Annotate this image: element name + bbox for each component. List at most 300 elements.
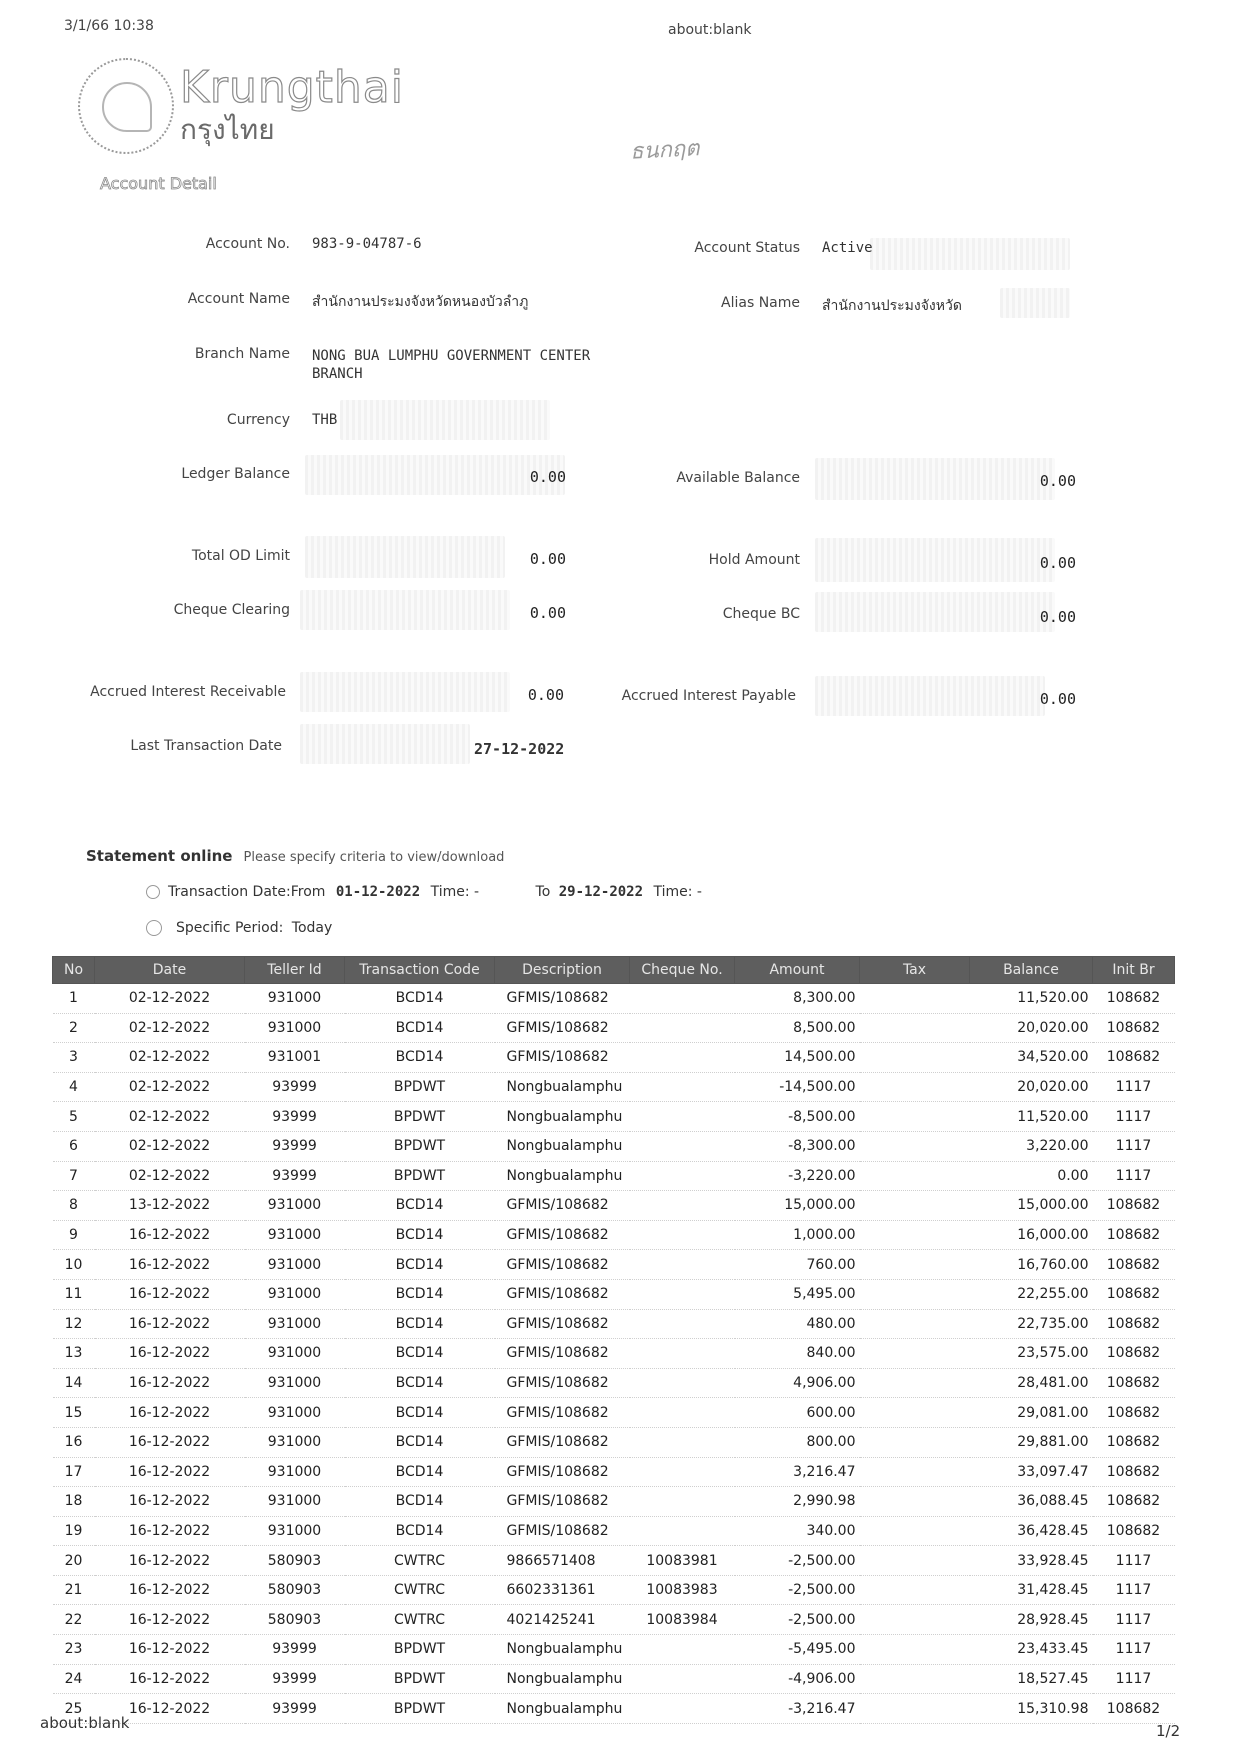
cell-teller-id: 931000 xyxy=(245,1279,345,1309)
cell-balance: 20,020.00 xyxy=(970,1072,1093,1102)
branch-name-line1: NONG BUA LUMPHU GOVERNMENT CENTER xyxy=(312,348,591,364)
cell-date: 02-12-2022 xyxy=(95,1102,245,1132)
cell-balance: 34,520.00 xyxy=(970,1043,1093,1073)
table-row xyxy=(53,1220,1175,1250)
cell-tax xyxy=(860,1516,970,1546)
cell-teller-id: 93999 xyxy=(245,1102,345,1132)
cell-date: 02-12-2022 xyxy=(95,1043,245,1073)
cell-teller-id: 931001 xyxy=(245,1043,345,1073)
cell-description: GFMIS/108682 xyxy=(495,1250,630,1280)
cell-description: Nongbualamphu xyxy=(495,1635,630,1665)
cheque-clearing-value: 0.00 xyxy=(529,604,566,622)
cell-date: 16-12-2022 xyxy=(95,1664,245,1694)
cell-description: GFMIS/108682 xyxy=(495,1309,630,1339)
cell-description: Nongbualamphu xyxy=(495,1161,630,1191)
cell-balance: 28,481.00 xyxy=(970,1368,1093,1398)
to-date-value: 29-12-2022 xyxy=(558,884,644,900)
cell-transaction-code: BPDWT xyxy=(345,1161,495,1191)
cell-description: GFMIS/108682 xyxy=(495,1398,630,1428)
table-row xyxy=(53,1635,1175,1665)
cell-description: GFMIS/108682 xyxy=(495,1279,630,1309)
cell-teller-id: 931000 xyxy=(245,1427,345,1457)
cell-balance: 16,760.00 xyxy=(970,1250,1093,1280)
cell-init-br: 1117 xyxy=(1093,1664,1175,1694)
accrued-interest-payable-label: Accrued Interest Payable xyxy=(621,688,796,704)
cell-teller-id: 93999 xyxy=(245,1664,345,1694)
cell-no: 17 xyxy=(53,1457,95,1487)
cell-transaction-code: BPDWT xyxy=(345,1131,495,1161)
footer-url: about:blank xyxy=(40,1714,130,1732)
from-date-value: 01-12-2022 xyxy=(335,884,421,900)
accrued-interest-receivable-label: Accrued Interest Receivable xyxy=(90,684,286,700)
cell-balance: 16,000.00 xyxy=(970,1220,1093,1250)
cell-transaction-code: BCD14 xyxy=(345,1339,495,1369)
cell-teller-id: 931000 xyxy=(245,1339,345,1369)
hold-amount-value: 0.00 xyxy=(1039,554,1076,572)
cell-teller-id: 931000 xyxy=(245,1487,345,1517)
cell-balance: 15,310.98 xyxy=(970,1694,1093,1724)
cell-no: 21 xyxy=(53,1575,95,1605)
cell-tax xyxy=(860,1191,970,1221)
cell-date: 16-12-2022 xyxy=(95,1487,245,1517)
cell-no: 8 xyxy=(53,1191,95,1221)
cell-tax xyxy=(860,1013,970,1043)
cell-no: 16 xyxy=(53,1427,95,1457)
cell-init-br: 1117 xyxy=(1093,1072,1175,1102)
cell-teller-id: 931000 xyxy=(245,1220,345,1250)
cell-init-br: 108682 xyxy=(1093,1191,1175,1221)
cell-balance: 11,520.00 xyxy=(970,984,1093,1014)
cell-init-br: 108682 xyxy=(1093,1220,1175,1250)
cell-no: 5 xyxy=(53,1102,95,1132)
cell-cheque-no xyxy=(630,1191,735,1221)
cell-amount: 2,990.98 xyxy=(735,1487,860,1517)
cell-teller-id: 931000 xyxy=(245,1191,345,1221)
cell-amount: -3,216.47 xyxy=(735,1694,860,1724)
col-tax: Tax xyxy=(860,957,970,984)
cell-init-br: 108682 xyxy=(1093,1279,1175,1309)
cell-transaction-code: BPDWT xyxy=(345,1664,495,1694)
account-name-value: สำนักงานประมงจังหวัดหนองบัวลำภู xyxy=(312,294,529,310)
cell-description: GFMIS/108682 xyxy=(495,1220,630,1250)
cell-cheque-no xyxy=(630,1487,735,1517)
cell-tax xyxy=(860,1487,970,1517)
cell-cheque-no xyxy=(630,1368,735,1398)
cell-teller-id: 93999 xyxy=(245,1635,345,1665)
cell-cheque-no: 10083984 xyxy=(630,1605,735,1635)
cell-init-br: 1117 xyxy=(1093,1102,1175,1132)
cell-teller-id: 93999 xyxy=(245,1072,345,1102)
cell-transaction-code: BCD14 xyxy=(345,1457,495,1487)
cell-tax xyxy=(860,1279,970,1309)
cell-init-br: 108682 xyxy=(1093,1398,1175,1428)
table-row xyxy=(53,1161,1175,1191)
cell-amount: 600.00 xyxy=(735,1398,860,1428)
cell-cheque-no xyxy=(630,1279,735,1309)
cell-amount: 760.00 xyxy=(735,1250,860,1280)
redaction xyxy=(870,238,1070,270)
cell-teller-id: 580903 xyxy=(245,1605,345,1635)
cell-no: 3 xyxy=(53,1043,95,1073)
cell-cheque-no xyxy=(630,1220,735,1250)
account-no-value: 983-9-04787-6 xyxy=(312,236,422,252)
cell-amount: 800.00 xyxy=(735,1427,860,1457)
cell-date: 02-12-2022 xyxy=(95,984,245,1014)
cell-transaction-code: BCD14 xyxy=(345,1487,495,1517)
branch-name-label: Branch Name xyxy=(194,346,290,362)
cell-init-br: 108682 xyxy=(1093,1487,1175,1517)
cell-amount: 480.00 xyxy=(735,1309,860,1339)
table-row xyxy=(53,1664,1175,1694)
cell-date: 16-12-2022 xyxy=(95,1575,245,1605)
cell-tax xyxy=(860,1043,970,1073)
table-row xyxy=(53,1546,1175,1576)
cell-amount: -3,220.00 xyxy=(735,1161,860,1191)
cell-description: GFMIS/108682 xyxy=(495,1487,630,1517)
cell-balance: 28,928.45 xyxy=(970,1605,1093,1635)
branch-name-line2: BRANCH xyxy=(312,366,363,382)
cell-cheque-no xyxy=(630,984,735,1014)
account-status-label: Account Status xyxy=(694,240,800,256)
cell-description: Nongbualamphu xyxy=(495,1664,630,1694)
table-row xyxy=(53,1072,1175,1102)
cell-description: GFMIS/108682 xyxy=(495,1339,630,1369)
cell-tax xyxy=(860,1250,970,1280)
cell-transaction-code: BPDWT xyxy=(345,1072,495,1102)
redaction xyxy=(305,536,505,578)
cell-no: 11 xyxy=(53,1279,95,1309)
table-row xyxy=(53,1398,1175,1428)
ledger-balance-label: Ledger Balance xyxy=(181,466,290,482)
cell-no: 14 xyxy=(53,1368,95,1398)
cell-init-br: 1117 xyxy=(1093,1131,1175,1161)
cell-balance: 20,020.00 xyxy=(970,1013,1093,1043)
cell-no: 1 xyxy=(53,984,95,1014)
cell-date: 16-12-2022 xyxy=(95,1694,245,1724)
cell-amount: -8,500.00 xyxy=(735,1102,860,1132)
cell-tax xyxy=(860,1220,970,1250)
account-no-label: Account No. xyxy=(205,236,290,252)
cell-amount: -4,906.00 xyxy=(735,1664,860,1694)
alias-name-label: Alias Name xyxy=(721,295,800,311)
cell-cheque-no xyxy=(630,1043,735,1073)
cell-amount: -2,500.00 xyxy=(735,1546,860,1576)
cell-description: Nongbualamphu xyxy=(495,1131,630,1161)
cell-tax xyxy=(860,1398,970,1428)
table-header-row xyxy=(53,957,1175,984)
print-datetime: 3/1/66 10:38 xyxy=(64,18,154,34)
cell-date: 02-12-2022 xyxy=(95,1013,245,1043)
redaction xyxy=(1000,288,1070,318)
cell-date: 16-12-2022 xyxy=(95,1546,245,1576)
table-row xyxy=(53,1043,1175,1073)
cell-init-br: 108682 xyxy=(1093,1694,1175,1724)
table-row xyxy=(53,1131,1175,1161)
specific-period-label: Specific Period: xyxy=(176,920,284,936)
redaction xyxy=(300,672,510,712)
cell-amount: -8,300.00 xyxy=(735,1131,860,1161)
cell-init-br: 1117 xyxy=(1093,1546,1175,1576)
cell-no: 19 xyxy=(53,1516,95,1546)
cell-description: 6602331361 xyxy=(495,1575,630,1605)
cell-cheque-no xyxy=(630,1072,735,1102)
cell-cheque-no xyxy=(630,1664,735,1694)
cell-date: 16-12-2022 xyxy=(95,1635,245,1665)
cell-balance: 29,881.00 xyxy=(970,1427,1093,1457)
cell-balance: 36,428.45 xyxy=(970,1516,1093,1546)
cell-teller-id: 931000 xyxy=(245,1013,345,1043)
cell-no: 6 xyxy=(53,1131,95,1161)
cell-transaction-code: BCD14 xyxy=(345,1309,495,1339)
table-row xyxy=(53,1279,1175,1309)
table-row xyxy=(53,1102,1175,1132)
cell-balance: 15,000.00 xyxy=(970,1191,1093,1221)
page-number: 1/2 xyxy=(1156,1722,1181,1740)
cell-tax xyxy=(860,1635,970,1665)
cell-no: 23 xyxy=(53,1635,95,1665)
cell-transaction-code: BCD14 xyxy=(345,1250,495,1280)
cell-tax xyxy=(860,1664,970,1694)
cell-date: 16-12-2022 xyxy=(95,1398,245,1428)
cell-date: 16-12-2022 xyxy=(95,1457,245,1487)
col-init-br: Init Br xyxy=(1093,957,1175,984)
cell-description: 4021425241 xyxy=(495,1605,630,1635)
cell-date: 02-12-2022 xyxy=(95,1161,245,1191)
cell-description: GFMIS/108682 xyxy=(495,1043,630,1073)
cell-cheque-no xyxy=(630,1427,735,1457)
cell-cheque-no xyxy=(630,1102,735,1132)
cell-teller-id: 931000 xyxy=(245,1398,345,1428)
cell-balance: 23,433.45 xyxy=(970,1635,1093,1665)
cell-tax xyxy=(860,1427,970,1457)
cell-init-br: 1117 xyxy=(1093,1605,1175,1635)
handwritten-note: ธนกฤต xyxy=(629,136,701,165)
col-no: No xyxy=(53,957,95,984)
cell-cheque-no xyxy=(630,1309,735,1339)
cell-transaction-code: BCD14 xyxy=(345,1368,495,1398)
cell-teller-id: 93999 xyxy=(245,1131,345,1161)
table-row xyxy=(53,1694,1175,1724)
cell-amount: 14,500.00 xyxy=(735,1043,860,1073)
cell-tax xyxy=(860,1694,970,1724)
cell-cheque-no xyxy=(630,1250,735,1280)
cell-no: 15 xyxy=(53,1398,95,1428)
cell-description: GFMIS/108682 xyxy=(495,1191,630,1221)
cell-init-br: 1117 xyxy=(1093,1635,1175,1665)
statement-header xyxy=(86,846,504,865)
cell-amount: -2,500.00 xyxy=(735,1605,860,1635)
col-transaction-code: Transaction Code xyxy=(345,957,495,984)
account-status-value: Active xyxy=(822,240,873,256)
cell-balance: 29,081.00 xyxy=(970,1398,1093,1428)
cell-transaction-code: BCD14 xyxy=(345,1043,495,1073)
print-url: about:blank xyxy=(668,22,752,38)
cell-transaction-code: BCD14 xyxy=(345,1398,495,1428)
cell-date: 16-12-2022 xyxy=(95,1339,245,1369)
table-row xyxy=(53,1368,1175,1398)
cell-balance: 33,097.47 xyxy=(970,1457,1093,1487)
cheque-bc-label: Cheque BC xyxy=(722,606,800,622)
cell-amount: 1,000.00 xyxy=(735,1220,860,1250)
cell-tax xyxy=(860,1546,970,1576)
cell-balance: 22,735.00 xyxy=(970,1309,1093,1339)
cell-cheque-no xyxy=(630,1339,735,1369)
cell-transaction-code: CWTRC xyxy=(345,1546,495,1576)
cell-transaction-code: BPDWT xyxy=(345,1694,495,1724)
cell-init-br: 108682 xyxy=(1093,1427,1175,1457)
cell-teller-id: 931000 xyxy=(245,1516,345,1546)
last-transaction-date-value: 27-12-2022 xyxy=(474,740,565,758)
cell-date: 13-12-2022 xyxy=(95,1191,245,1221)
transaction-date-criteria xyxy=(146,884,702,900)
cell-balance: 36,088.45 xyxy=(970,1487,1093,1517)
cell-cheque-no xyxy=(630,1013,735,1043)
cell-transaction-code: CWTRC xyxy=(345,1605,495,1635)
redaction xyxy=(300,590,510,630)
cell-description: Nongbualamphu xyxy=(495,1072,630,1102)
table-row xyxy=(53,1013,1175,1043)
cell-transaction-code: BCD14 xyxy=(345,1220,495,1250)
cell-no: 7 xyxy=(53,1161,95,1191)
cell-tax xyxy=(860,1102,970,1132)
cell-teller-id: 931000 xyxy=(245,984,345,1014)
col-cheque-no: Cheque No. xyxy=(630,957,735,984)
total-od-limit-value: 0.00 xyxy=(529,550,566,568)
krungthai-logo-icon xyxy=(78,58,174,154)
cell-transaction-code: BCD14 xyxy=(345,984,495,1014)
cell-no: 13 xyxy=(53,1339,95,1369)
cell-no: 20 xyxy=(53,1546,95,1576)
cell-cheque-no xyxy=(630,1694,735,1724)
cell-cheque-no xyxy=(630,1398,735,1428)
cell-tax xyxy=(860,1309,970,1339)
cell-description: GFMIS/108682 xyxy=(495,1457,630,1487)
cell-amount: 3,216.47 xyxy=(735,1457,860,1487)
cell-date: 02-12-2022 xyxy=(95,1072,245,1102)
cell-amount: 8,500.00 xyxy=(735,1013,860,1043)
specific-period-criteria xyxy=(146,920,332,936)
accrued-interest-receivable-value: 0.00 xyxy=(527,686,564,704)
table-row xyxy=(53,1516,1175,1546)
cell-date: 16-12-2022 xyxy=(95,1427,245,1457)
cell-amount: 8,300.00 xyxy=(735,984,860,1014)
last-transaction-date-label: Last Transaction Date xyxy=(130,738,282,754)
cell-date: 16-12-2022 xyxy=(95,1220,245,1250)
table-row xyxy=(53,1309,1175,1339)
cell-amount: -2,500.00 xyxy=(735,1575,860,1605)
ledger-balance-value: 0.00 xyxy=(529,468,566,486)
cell-description: 9866571408 xyxy=(495,1546,630,1576)
cell-init-br: 108682 xyxy=(1093,1043,1175,1073)
cell-amount: -5,495.00 xyxy=(735,1635,860,1665)
col-amount: Amount xyxy=(735,957,860,984)
cell-transaction-code: BPDWT xyxy=(345,1102,495,1132)
cell-amount: -14,500.00 xyxy=(735,1072,860,1102)
cell-teller-id: 93999 xyxy=(245,1694,345,1724)
logo-text-en: Krungthai xyxy=(180,62,404,113)
cell-tax xyxy=(860,1131,970,1161)
cell-teller-id: 931000 xyxy=(245,1250,345,1280)
cell-description: GFMIS/108682 xyxy=(495,1013,630,1043)
cell-cheque-no: 10083981 xyxy=(630,1546,735,1576)
cell-balance: 3,220.00 xyxy=(970,1131,1093,1161)
cell-teller-id: 580903 xyxy=(245,1546,345,1576)
cell-teller-id: 93999 xyxy=(245,1161,345,1191)
tx-date-label: Transaction Date:From xyxy=(168,884,326,900)
cell-transaction-code: BCD14 xyxy=(345,1279,495,1309)
logo-text-th: กรุงไทย xyxy=(180,113,275,146)
table-row xyxy=(53,1487,1175,1517)
cell-amount: 340.00 xyxy=(735,1516,860,1546)
cell-no: 18 xyxy=(53,1487,95,1517)
section-title: Account Detail xyxy=(100,174,217,193)
cell-balance: 23,575.00 xyxy=(970,1339,1093,1369)
cheque-clearing-label: Cheque Clearing xyxy=(173,602,290,618)
cell-tax xyxy=(860,1605,970,1635)
available-balance-value: 0.00 xyxy=(1039,472,1076,490)
cell-teller-id: 580903 xyxy=(245,1575,345,1605)
redaction xyxy=(340,400,550,440)
specific-period-radio[interactable] xyxy=(146,920,162,936)
cell-transaction-code: CWTRC xyxy=(345,1575,495,1605)
alias-name-value: สำนักงานประมงจังหวัด xyxy=(822,298,962,314)
cell-transaction-code: BCD14 xyxy=(345,1516,495,1546)
table-row xyxy=(53,1427,1175,1457)
cell-balance: 22,255.00 xyxy=(970,1279,1093,1309)
cell-init-br: 1117 xyxy=(1093,1575,1175,1605)
cell-description: GFMIS/108682 xyxy=(495,1427,630,1457)
table-row xyxy=(53,1605,1175,1635)
cell-init-br: 108682 xyxy=(1093,1013,1175,1043)
cell-date: 16-12-2022 xyxy=(95,1368,245,1398)
cell-cheque-no: 10083983 xyxy=(630,1575,735,1605)
cell-transaction-code: BCD14 xyxy=(345,1427,495,1457)
cell-no: 12 xyxy=(53,1309,95,1339)
cell-date: 16-12-2022 xyxy=(95,1250,245,1280)
statement-subtitle: Please specify criteria to view/download xyxy=(243,850,505,865)
cell-date: 16-12-2022 xyxy=(95,1605,245,1635)
cell-date: 16-12-2022 xyxy=(95,1309,245,1339)
cell-teller-id: 931000 xyxy=(245,1368,345,1398)
cell-balance: 0.00 xyxy=(970,1161,1093,1191)
cell-tax xyxy=(860,984,970,1014)
redaction xyxy=(300,724,470,764)
cell-tax xyxy=(860,1457,970,1487)
cell-no: 4 xyxy=(53,1072,95,1102)
cell-init-br: 108682 xyxy=(1093,984,1175,1014)
cell-init-br: 108682 xyxy=(1093,1250,1175,1280)
cell-cheque-no xyxy=(630,1635,735,1665)
cell-tax xyxy=(860,1339,970,1369)
cell-balance: 31,428.45 xyxy=(970,1575,1093,1605)
cell-no: 22 xyxy=(53,1605,95,1635)
transaction-date-radio[interactable] xyxy=(146,885,160,899)
cell-teller-id: 931000 xyxy=(245,1457,345,1487)
specific-period-value: Today xyxy=(291,920,333,936)
cell-description: GFMIS/108682 xyxy=(495,1516,630,1546)
cell-description: Nongbualamphu xyxy=(495,1102,630,1132)
statement-title: Statement online xyxy=(86,847,233,865)
cell-date: 02-12-2022 xyxy=(95,1131,245,1161)
table-row xyxy=(53,984,1175,1014)
cell-init-br: 108682 xyxy=(1093,1516,1175,1546)
cell-description: GFMIS/108682 xyxy=(495,1368,630,1398)
cell-cheque-no xyxy=(630,1161,735,1191)
cheque-bc-value: 0.00 xyxy=(1039,608,1076,626)
cell-transaction-code: BCD14 xyxy=(345,1191,495,1221)
cell-init-br: 108682 xyxy=(1093,1368,1175,1398)
cell-tax xyxy=(860,1368,970,1398)
